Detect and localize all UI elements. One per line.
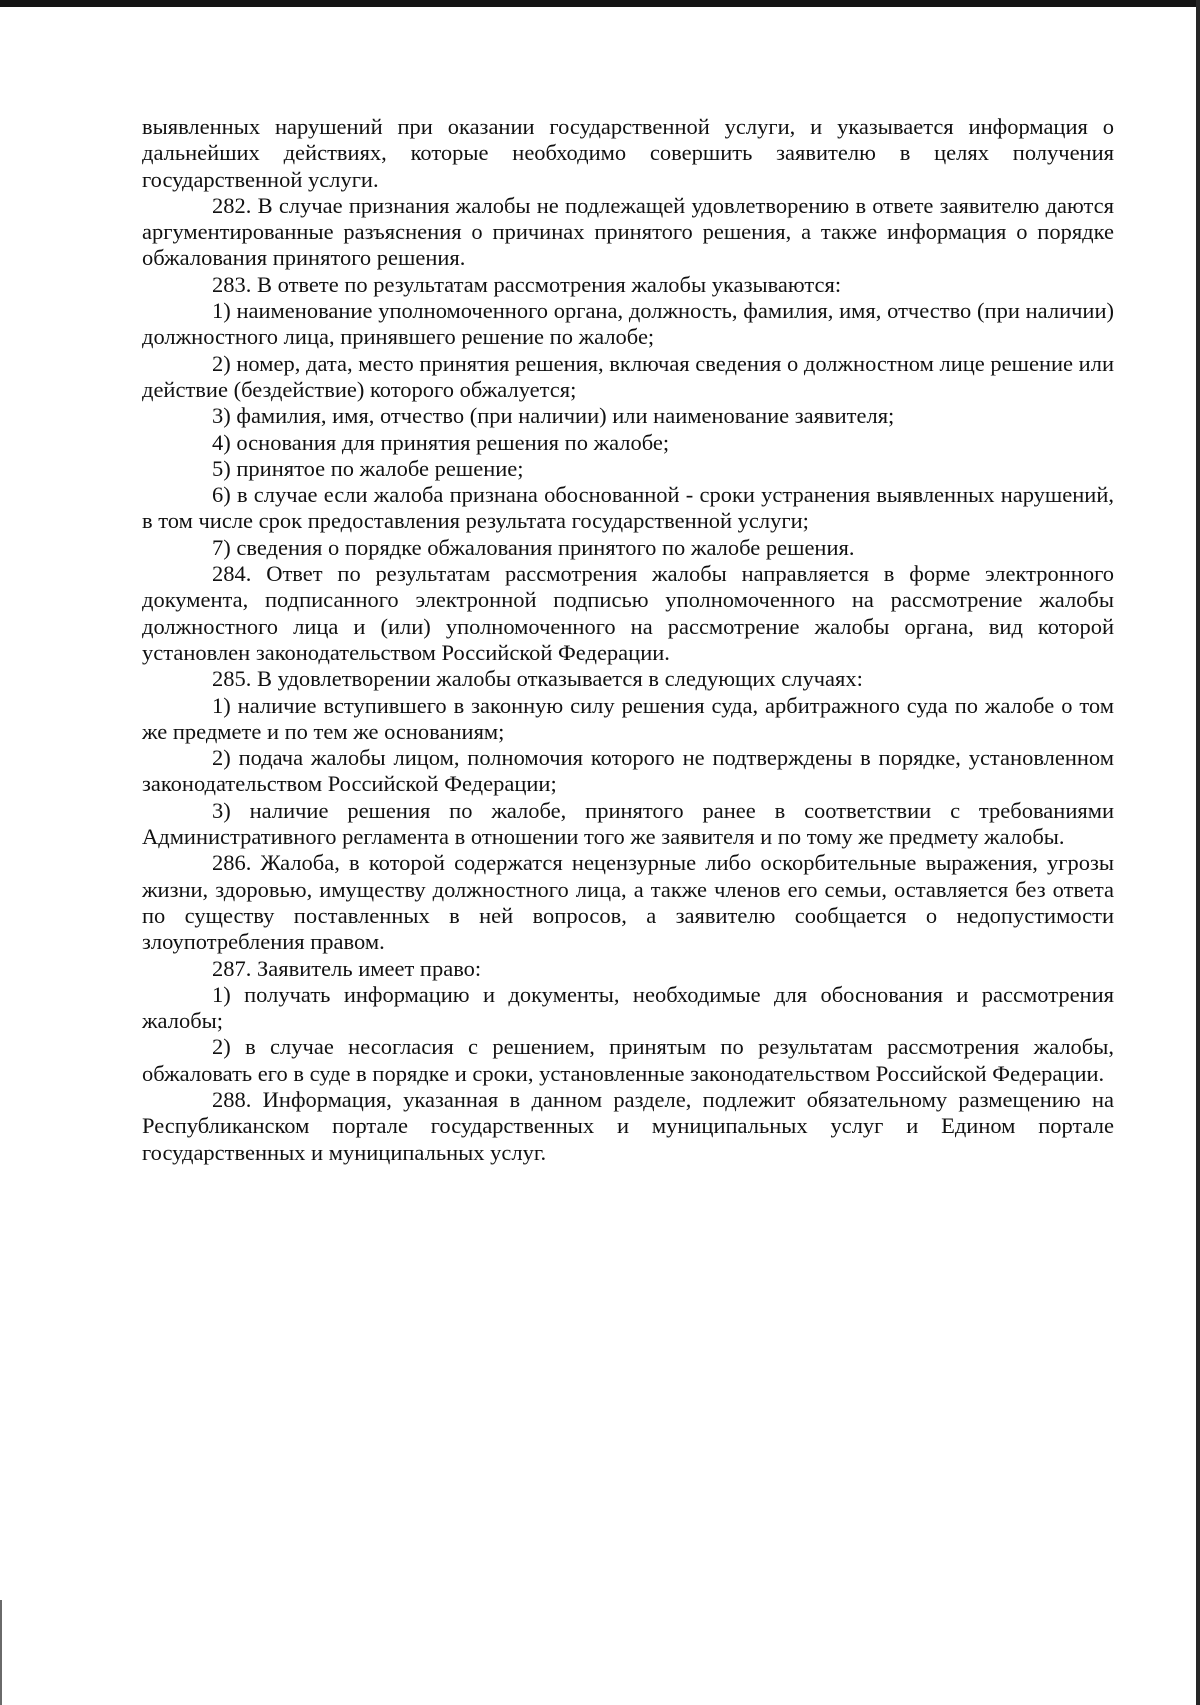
list-item-283-7: 7) сведения о порядке обжалования принятого по жалобе решения. bbox=[212, 534, 855, 560]
paragraph-284: 284. Ответ по результатам рассмотрения жалобы направляется в форме электронного документа, подписанного электронной подписью уполномоченного на рассмотрение жалобы должностного лица и (или) уполномоченного на рассмотрение жалобы органа, вид которой установлен законодательством Российской Федерации. bbox=[142, 561, 1114, 665]
list-item-285-3: 3) наличие решения по жалобе, принятого ранее в соответствии с требованиями Административного регламента в отношении того же заявителя и по тому же предмету жалобы. bbox=[142, 797, 1114, 850]
scan-edge-left bbox=[0, 1600, 2, 1705]
paragraph-287: 287. Заявитель имеет право: bbox=[212, 955, 482, 981]
paragraph-282: 282. В случае признания жалобы не подлежащей удовлетворению в ответе заявителю даются аргументированные разъяснения о причинах принятого решения, а также информация о порядке обжалования принятого решения. bbox=[142, 192, 1114, 271]
list-item-287-2: 2) в случае несогласия с решением, принятым по результатам рассмотрения жалобы, обжаловать его в суде в порядке и сроки, установленные законодательством Российской Федерации. bbox=[142, 1034, 1114, 1086]
list-item-283-5: 5) принятое по жалобе решение; bbox=[212, 455, 524, 481]
document-body bbox=[142, 114, 1114, 1166]
list-item-287-1: 1) получать информацию и документы, необходимые для обоснования и рассмотрения жалобы; bbox=[142, 981, 1114, 1034]
list-item-283-4: 4) основания для принятия решения по жалобе; bbox=[212, 429, 670, 455]
paragraph-continuation: выявленных нарушений при оказании государственной услуги, и указывается информация о дальнейших действиях, которые необходимо совершить заявителю в целях получения государственной услуги. bbox=[142, 114, 1114, 192]
paragraph-285: 285. В удовлетворении жалобы отказывается в следующих случаях: bbox=[212, 666, 863, 692]
paragraph-283: 283. В ответе по результатам рассмотрения жалобы указываются: bbox=[212, 271, 842, 297]
list-item-285-1: 1) наличие вступившего в законную силу решения суда, арбитражного суда по жалобе о том же предмете и по тем же основаниям; bbox=[142, 692, 1114, 744]
scan-edge-right bbox=[1196, 0, 1200, 1705]
list-item-283-3: 3) фамилия, имя, отчество (при наличии) или наименование заявителя; bbox=[212, 403, 895, 429]
paragraph-288: 288. Информация, указанная в данном разделе, подлежит обязательному размещению на Республиканском портале государственных и муниципальных услуг и Едином портале государственных и муниципальных услуг. bbox=[142, 1086, 1114, 1165]
list-item-283-6: 6) в случае если жалоба признана обоснованной - сроки устранения выявленных нарушений, в том числе срок предоставления результата государственной услуги; bbox=[142, 482, 1114, 534]
list-item-283-1: 1) наименование уполномоченного органа, должность, фамилия, имя, отчество (при наличии) должностного лица, принявшего решение по жалобе; bbox=[142, 298, 1114, 350]
list-item-283-2: 2) номер, дата, место принятия решения, включая сведения о должностном лице решение или действие (бездействие) которого обжалуется; bbox=[142, 350, 1114, 402]
scan-edge-top bbox=[0, 0, 1200, 7]
paragraph-286: 286. Жалоба, в которой содержатся нецензурные либо оскорбительные выражения, угрозы жизни, здоровью, имуществу должностного лица, а также членов его семьи, оставляется без ответа по существу поставленных в ней вопросов, а заявителю сообщается о недопустимости злоупотребления правом. bbox=[142, 850, 1114, 955]
list-item-285-2: 2) подача жалобы лицом, полномочия которого не подтверждены в порядке, установленном законодательством Российской Федерации; bbox=[142, 745, 1114, 797]
